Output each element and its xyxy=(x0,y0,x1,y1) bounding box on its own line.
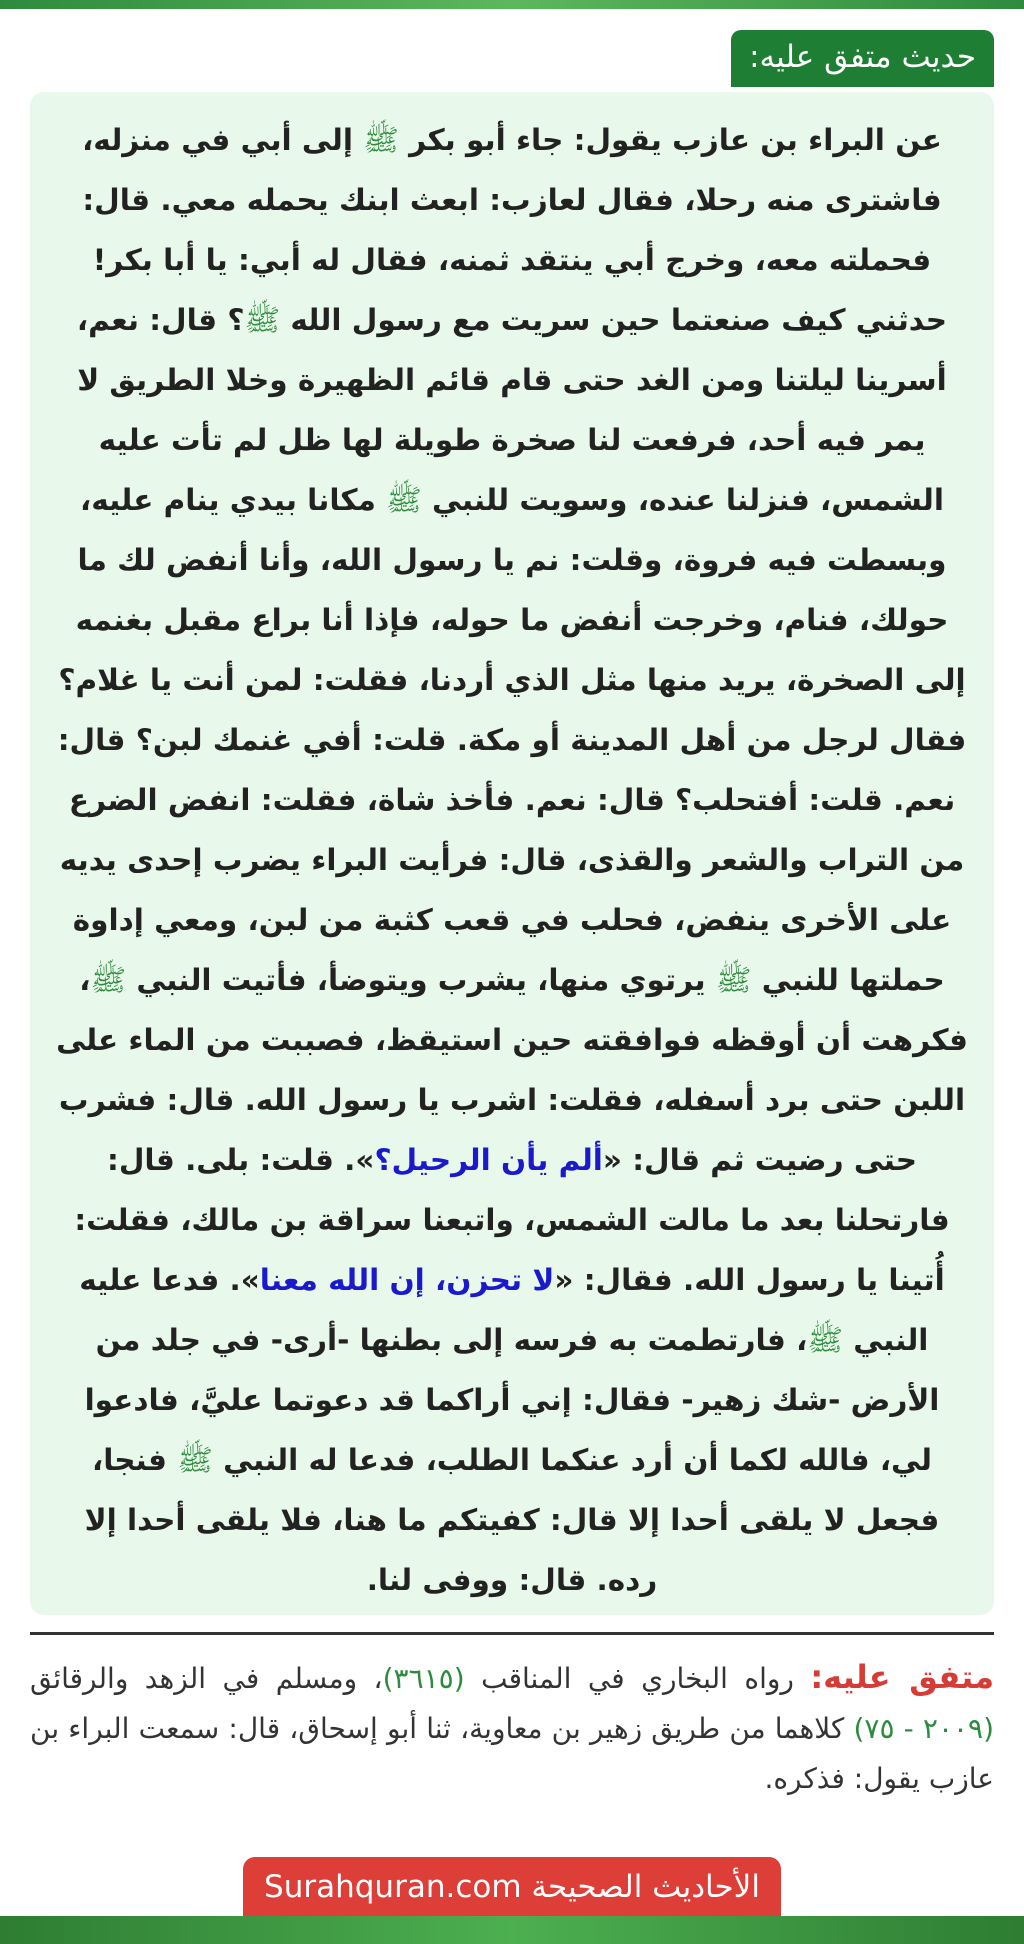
source-label: متفق عليه: xyxy=(810,1658,995,1696)
hadith-heading: حديث متفق عليه: xyxy=(731,30,994,87)
pbuh-glyph: ﷺ xyxy=(386,483,422,517)
hadith-box xyxy=(30,92,994,1615)
hadith-text-segment: مكانا بيدي ينام عليه، وبسطت فيه فروة، وقلت: نم يا رسول الله، وأنا أنفض لك ما حولك، فنام، وخرجت أنفض ما حوله، فإذا أنا براع مقبل بغنمه إلى الصخرة، يريد منها مثل الذي أردنا، فقلت: لمن أنت يا غلام؟ فقال لرجل من أهل المدينة أو مكة. قلت: أفي غنمك لبن؟ قال: نعم. قلت: أفتحلب؟ قال: نعم. فأخذ شاة، فقلت: انفض الضرع من التراب والشعر والقذى، قال: فرأيت البراء يضرب إحدى يديه على الأخرى ينفض، فحلب في قعب كثبة من لبن، ومعي إداوة حملتها للنبي xyxy=(57,483,967,997)
prophet-quote: ألم يأن الرحيل؟ xyxy=(374,1143,603,1177)
hadith-text-segment: فنجا، فجعل لا يلقى أحدا إلا قال: كفيتكم ما هنا، فلا يلقى أحدا إلا رده. قال: ووفى لنا. xyxy=(84,1443,940,1597)
pbuh-glyph: ﷺ xyxy=(90,963,127,997)
hadith-text-segment: عن البراء بن عازب يقول: جاء أبو بكر xyxy=(398,123,942,157)
hadith-text-segment: ؟ قال: نعم، أسرينا ليلتنا ومن الغد حتى قام قائم الظهيرة وخلا الطريق لا يمر فيه أحد، فرفعت لنا صخرة طويلة لها ظل لم تأت عليه الشمس، فنزلنا عنده، وسويت للنبي xyxy=(76,303,947,517)
hadith-text-segment: ، فكرهت أن أوقظه فوافقته حين استيقظ، فصببت من الماء على اللبن حتى برد أسفله، فقلت: اشرب يا رسول الله. قال: فشرب حتى رضيت ثم قال: « xyxy=(56,963,968,1177)
source-text-segment: ، ومسلم في الزهد والرقائق xyxy=(30,1662,383,1695)
hadith-paragraph-1 xyxy=(54,110,970,1190)
hadith-text-segment: يرتوي منها، يشرب ويتوضأ، فأتيت النبي xyxy=(126,963,716,997)
hadith-text-segment: ، فارتطمت به فرسه إلى بطنها -أرى- في جلد من الأرض -شك زهير- فقال: إني أراكما قد دعوتما عليَّ، فادعوا لي، فالله لكما أن أرد عنكما الطلب، فدعا له النبي xyxy=(84,1323,940,1477)
pbuh-glyph: ﷺ xyxy=(807,1323,843,1357)
pbuh-glyph: ﷺ xyxy=(715,963,752,997)
bottom-accent-bar xyxy=(0,1916,1024,1944)
top-accent-bar xyxy=(0,0,1024,9)
hadith-paragraph-2 xyxy=(54,1190,970,1610)
pbuh-glyph: ﷺ xyxy=(244,303,281,337)
source-reference: (٣٦١٥) xyxy=(382,1662,465,1695)
pbuh-glyph: ﷺ xyxy=(177,1443,213,1477)
source-reference: (٢٠٠٩ - ٧٥) xyxy=(853,1712,994,1745)
radiyallah-glyph: ﷺ xyxy=(363,123,399,157)
footer-site-badge[interactable]: الأحاديث الصحيحة Surahquran.com xyxy=(243,1857,781,1917)
section-divider xyxy=(30,1632,994,1635)
hadith-text-segment: إلى أبي في منزله، فاشترى منه رحلا، فقال لعازب: ابعث ابنك يحمله معي. قال: فحملته معه، وخرج أبي ينتقد ثمنه، فقال له أبي: يا أبا بكر! حدثني كيف صنعتما حين سريت مع رسول الله xyxy=(82,123,948,337)
hadith-text-segment: ». فدعا عليه النبي xyxy=(79,1263,929,1357)
source-text-segment: رواه البخاري في المناقب xyxy=(464,1662,811,1695)
source-text-segment: كلاهما من طريق زهير بن معاوية، ثنا أبو إسحاق، قال: سمعت البراء بن عازب يقول: فذكره. xyxy=(30,1712,994,1795)
source-citation xyxy=(30,1652,994,1804)
hadith-text-segment: ». قلت: بلى. قال: xyxy=(107,1143,375,1177)
hadith-text-segment: فارتحلنا بعد ما مالت الشمس، واتبعنا سراقة بن مالك، فقلت: أُتينا يا رسول الله. فقال: « xyxy=(74,1203,950,1297)
prophet-quote: لا تحزن، إن الله معنا xyxy=(259,1263,555,1297)
